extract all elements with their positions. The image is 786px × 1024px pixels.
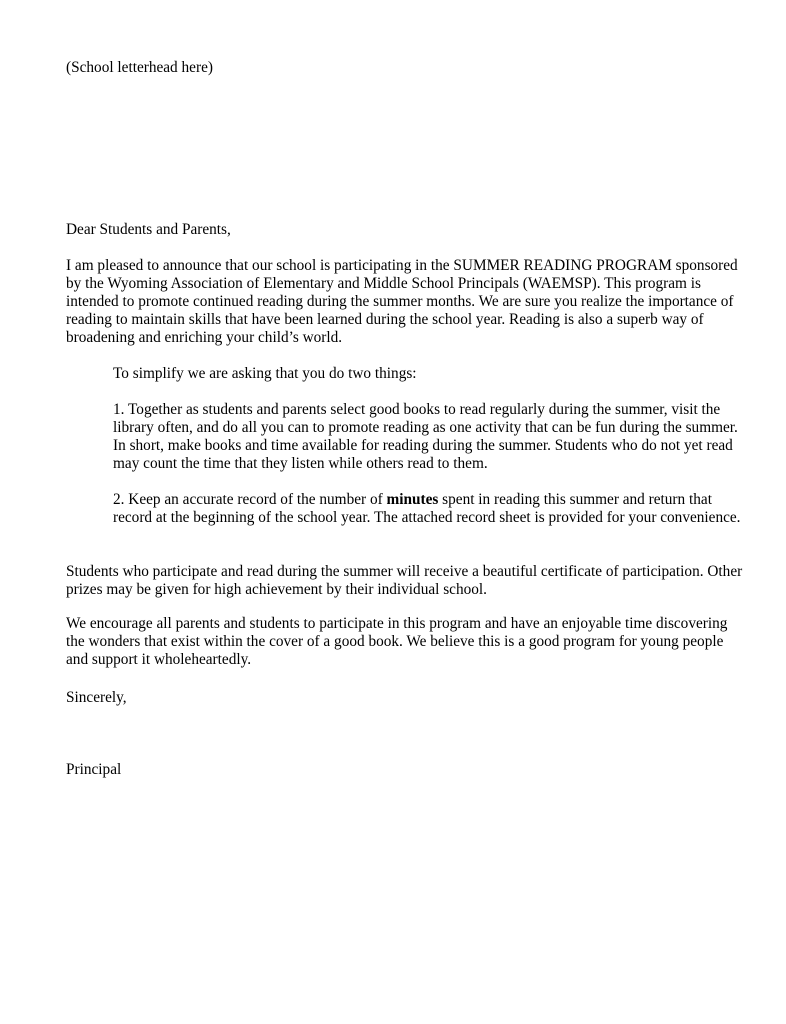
request-item-one: 1. Together as students and parents select good books to read regularly during the summer, visit the library often, and do all you can to promote reading as one activity that can be fun during the summer. In short, make books and time available for reading during the summer. Students who do not yet read may count the time that they listen while others read to them. <box>113 401 738 472</box>
item-two-text-after: spent in reading this summer and return that record at the beginning of the school year. The attached record sheet is provided for your convenience. <box>113 491 741 526</box>
intro-paragraph: I am pleased to announce that our school is participating in the SUMMER READING PROGRAM sponsored by the Wyoming Association of Elementary and Middle School Principals (WAEMSP). This program is intended to promote continued reading during the summer months. We are sure you realize the importance of reading to maintain skills that have been learned during the school year. Reading is also a superb way of broadening and enriching your child’s world. <box>66 257 738 346</box>
certificate-paragraph: Students who participate and read during the summer will receive a beautiful certificate of participation. Other prizes may be given for high achievement by their individual school. <box>66 563 743 598</box>
salutation: Dear Students and Parents, <box>66 221 231 238</box>
closing: Sincerely, <box>66 689 127 706</box>
signature-title: Principal <box>66 761 122 778</box>
item-two-text-before: 2. Keep an accurate record of the number of <box>113 491 387 508</box>
request-item-two <box>113 491 743 527</box>
item-two-emphasis: minutes <box>386 491 439 508</box>
simplify-paragraph: To simplify we are asking that you do two things: <box>113 365 417 382</box>
encourage-paragraph: We encourage all parents and students to participate in this program and have an enjoyable time discovering the wonders that exist within the cover of a good book. We believe this is a good program for young people and support it wholeheartedly. <box>66 615 728 668</box>
letterhead-placeholder: (School letterhead here) <box>66 59 213 76</box>
